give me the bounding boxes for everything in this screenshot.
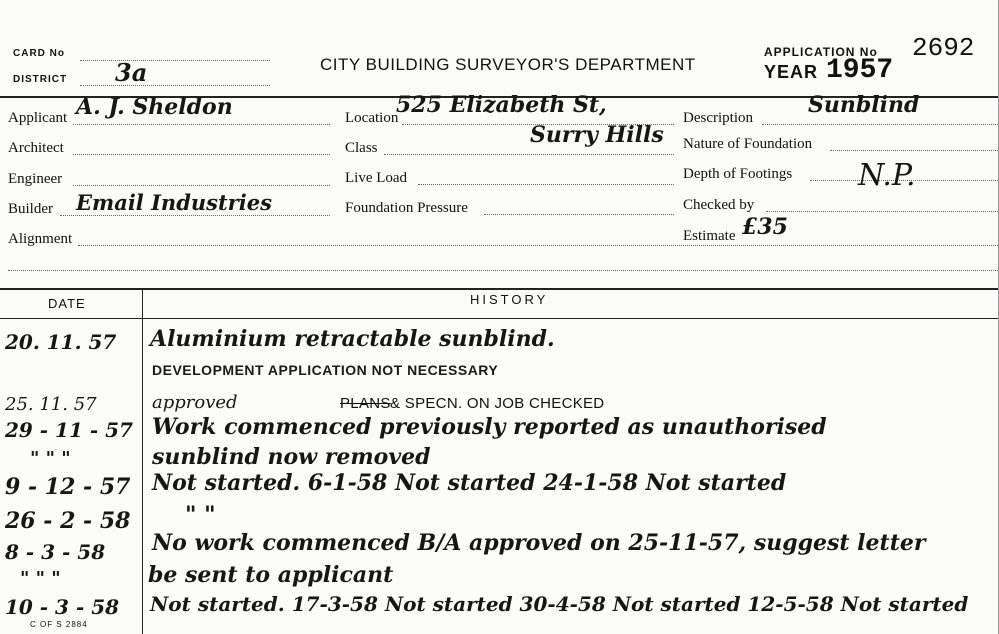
year-label: YEAR bbox=[764, 62, 819, 82]
history-entry-3-hand: approved bbox=[152, 392, 238, 413]
history-date-7: 26 - 2 - 58 bbox=[5, 508, 131, 534]
alignment-label: Alignment bbox=[8, 231, 73, 247]
applicant-label: Applicant bbox=[8, 110, 68, 126]
class-line bbox=[384, 154, 674, 155]
nature-foundation-line bbox=[830, 150, 998, 151]
alignment-line bbox=[78, 245, 998, 246]
location-value-line1: 525 Elizabeth St, bbox=[396, 92, 607, 118]
checked-by-line bbox=[766, 211, 998, 212]
depth-footings-value: N.P. bbox=[858, 158, 916, 193]
history-column-divider bbox=[142, 288, 143, 634]
applicant-value: A. J. Sheldon bbox=[76, 94, 233, 120]
history-date-3: 25. 11. 57 bbox=[5, 394, 97, 415]
district-line bbox=[80, 85, 270, 86]
card-no-line bbox=[80, 60, 270, 61]
architect-line bbox=[73, 154, 330, 155]
history-entry-7: " " bbox=[185, 502, 216, 528]
history-date-6: 9 - 12 - 57 bbox=[5, 474, 131, 500]
history-date-9: " " " bbox=[20, 568, 61, 589]
history-header-rule bbox=[0, 318, 999, 319]
architect-label: Architect bbox=[8, 140, 64, 156]
live-load-label: Live Load bbox=[345, 170, 408, 186]
checked-by-label: Checked by bbox=[683, 197, 755, 213]
application-no-label: APPLICATION No bbox=[764, 45, 878, 59]
description-value: Sunblind bbox=[808, 92, 920, 118]
live-load-line bbox=[418, 184, 674, 185]
foundation-pressure-line bbox=[484, 214, 674, 215]
history-entry-4: Work commenced previously reported as unauthorised bbox=[152, 414, 827, 440]
district-label: DISTRICT bbox=[13, 74, 68, 85]
department-title: CITY BUILDING SURVEYOR'S DEPARTMENT bbox=[320, 55, 696, 74]
description-line bbox=[762, 124, 998, 125]
history-entry-1: Aluminium retractable sunblind. bbox=[150, 326, 555, 352]
history-date-10: 10 - 3 - 58 bbox=[5, 595, 120, 619]
class-label: Class bbox=[345, 140, 378, 156]
history-header: HISTORY bbox=[470, 292, 549, 307]
history-entry-6: Not started. 6-1-58 Not started 24-1-58 Not started bbox=[152, 470, 787, 496]
district-value: 3a bbox=[115, 58, 148, 87]
history-entry-8: No work commenced B/A approved on 25-11-57, suggest letter bbox=[152, 530, 926, 556]
estimate-value: £35 bbox=[742, 214, 788, 240]
nature-foundation-label: Nature of Foundation bbox=[683, 136, 813, 152]
builder-value: Email Industries bbox=[76, 190, 272, 215]
history-date-1: 20. 11. 57 bbox=[5, 330, 117, 354]
engineer-label: Engineer bbox=[8, 171, 63, 187]
history-date-8: 8 - 3 - 58 bbox=[5, 540, 106, 564]
estimate-label: Estimate bbox=[683, 228, 736, 244]
history-date-5: " " " bbox=[30, 448, 71, 469]
history-entry-10: Not started. 17-3-58 Not started 30-4-58 Not started 12-5-58 Not started bbox=[150, 592, 969, 616]
history-entry-3-typed: & SPECN. ON JOB CHECKED bbox=[390, 395, 605, 412]
engineer-line bbox=[73, 185, 330, 186]
history-date-4: 29 - 11 - 57 bbox=[5, 418, 133, 442]
application-no-value: 2692 bbox=[912, 33, 975, 63]
description-label: Description bbox=[683, 110, 753, 126]
card-no-label: CARD No bbox=[13, 48, 65, 59]
builder-label: Builder bbox=[8, 201, 53, 217]
year-value: 1957 bbox=[826, 55, 894, 86]
blank-line bbox=[8, 270, 998, 271]
form-code: C OF S 2884 bbox=[30, 620, 88, 629]
history-entry-9: be sent to applicant bbox=[148, 562, 394, 588]
history-top-rule bbox=[0, 288, 999, 290]
history-entry-5: sunblind now removed bbox=[152, 444, 431, 470]
location-value-line2: Surry Hills bbox=[530, 122, 664, 148]
history-entry-3-struck: PLANS bbox=[340, 395, 391, 412]
depth-footings-label: Depth of Footings bbox=[683, 166, 793, 182]
date-header: DATE bbox=[48, 296, 86, 311]
foundation-pressure-label: Foundation Pressure bbox=[345, 200, 468, 216]
builder-line bbox=[60, 215, 330, 216]
history-entry-2: DEVELOPMENT APPLICATION NOT NECESSARY bbox=[152, 362, 499, 378]
location-label: Location bbox=[345, 110, 399, 126]
applicant-line bbox=[73, 124, 330, 125]
